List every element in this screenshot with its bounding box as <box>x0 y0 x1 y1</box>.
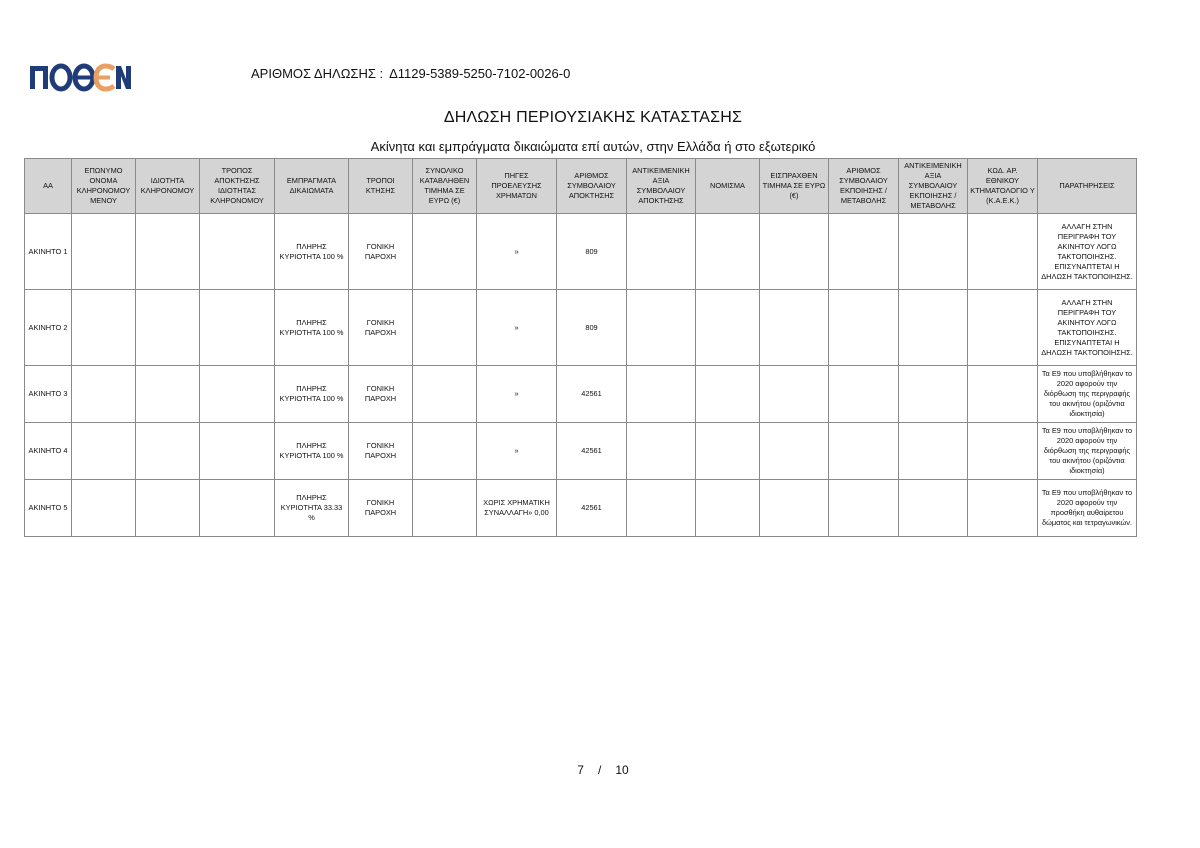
table-cell: » <box>477 366 557 423</box>
table-cell <box>72 366 136 423</box>
table-cell <box>413 366 477 423</box>
column-header: ΑΝΤΙΚΕΙΜΕΝΙΚΗ ΑΞΙΑ ΣΥΜΒΟΛΑΙΟΥ ΑΠΟΚΤΗΣΗΣ <box>627 159 696 214</box>
page-number <box>0 763 1200 777</box>
table-cell: ΓΟΝΙΚΗ ΠΑΡΟΧΗ <box>349 366 413 423</box>
pothen-logo <box>28 62 132 92</box>
table-cell: ΓΟΝΙΚΗ ΠΑΡΟΧΗ <box>349 480 413 537</box>
logo-letter-nu <box>116 66 131 89</box>
table-cell: ΓΟΝΙΚΗ ΠΑΡΟΧΗ <box>349 423 413 480</box>
table-cell: ΑΛΛΑΓΗ ΣΤΗΝ ΠΕΡΙΓΡΑΦΗ ΤΟΥ ΑΚΙΝΗΤΟΥ ΛΟΓΩ ΤΑΚΤΟΠΟΙΗΣΗΣ. ΕΠΙΣΥΝΑΠΤΕΤΑΙ Η ΔΗΛΩΣΗ ΤΑΚΤΟΠΟΙΗΣΗΣ. <box>1038 214 1137 290</box>
table-cell <box>627 214 696 290</box>
table-cell: ΠΛΗΡΗΣ ΚΥΡΙΟΤΗΤΑ 100 % <box>275 423 349 480</box>
table-cell: 809 <box>557 290 627 366</box>
page-separator: / <box>597 763 602 777</box>
table-header-row <box>25 159 1137 214</box>
table-cell <box>829 214 899 290</box>
logo-letter-pi <box>30 66 48 89</box>
column-header: ΑΡΙΘΜΟΣ ΣΥΜΒΟΛΑΙΟΥ ΑΠΟΚΤΗΣΗΣ <box>557 159 627 214</box>
table-cell: » <box>477 214 557 290</box>
table-cell: ΑΚΙΝΗΤΟ 5 <box>25 480 72 537</box>
table-cell: ΠΛΗΡΗΣ ΚΥΡΙΟΤΗΤΑ 100 % <box>275 290 349 366</box>
table-cell <box>627 290 696 366</box>
column-header: ΠΑΡΑΤΗΡΗΣΕΙΣ <box>1038 159 1137 214</box>
table-cell <box>968 366 1038 423</box>
column-header: ΣΥΝΟΛΙΚΟ ΚΑΤΑΒΛΗΘΕΝ ΤΙΜΗΜΑ ΣΕ ΕΥΡΩ (€) <box>413 159 477 214</box>
table-cell <box>136 214 200 290</box>
table-cell <box>760 423 829 480</box>
table-cell <box>72 423 136 480</box>
table-cell <box>696 214 760 290</box>
table-cell <box>899 214 968 290</box>
table-cell: Τα Ε9 που υποβλήθηκαν το 2020 αφορούν την προσθήκη αυθαίρετου δώματος και τετραγωνικών. <box>1038 480 1137 537</box>
table-cell: ΠΛΗΡΗΣ ΚΥΡΙΟΤΗΤΑ 100 % <box>275 366 349 423</box>
column-header: ΙΔΙΟΤΗΤΑ ΚΛΗΡΟΝΟΜΟΥ <box>136 159 200 214</box>
table-row <box>25 480 1137 537</box>
column-header: ΝΟΜΙΣΜΑ <box>696 159 760 214</box>
table-cell <box>627 366 696 423</box>
table-cell <box>72 290 136 366</box>
table-cell <box>413 423 477 480</box>
table-cell: Τα Ε9 που υποβλήθηκαν το 2020 αφορούν την διόρθωση της περιγραφής του ακινήτου (οριζόντια ιδιοκτησία) <box>1038 366 1137 423</box>
total-pages: 10 <box>615 763 629 777</box>
table-cell: 42561 <box>557 423 627 480</box>
table-row <box>25 423 1137 480</box>
table-cell <box>413 214 477 290</box>
table-row <box>25 214 1137 290</box>
table-cell: ΑΚΙΝΗΤΟ 2 <box>25 290 72 366</box>
table-cell <box>760 366 829 423</box>
table-cell: ΓΟΝΙΚΗ ΠΑΡΟΧΗ <box>349 214 413 290</box>
column-header: ΑΡΙΘΜΟΣ ΣΥΜΒΟΛΑΙΟΥ ΕΚΠΟΙΗΣΗΣ /ΜΕΤΑΒΟΛΗΣ <box>829 159 899 214</box>
table-cell <box>696 480 760 537</box>
table-cell <box>627 480 696 537</box>
table-cell <box>968 423 1038 480</box>
table-cell <box>760 480 829 537</box>
table-cell <box>72 214 136 290</box>
table-cell <box>899 366 968 423</box>
table-cell <box>968 480 1038 537</box>
column-header: ΚΩΔ. ΑΡ. ΕΘΝΙΚΟΥ ΚΤΗΜΑΤΟΛΟΓΙΟ Υ (Κ.Α.Ε.Κ.) <box>968 159 1038 214</box>
table-cell <box>200 480 275 537</box>
table-cell: 42561 <box>557 480 627 537</box>
table-cell: 42561 <box>557 366 627 423</box>
declaration-label: ΑΡΙΘΜΟΣ ΔΗΛΩΣΗΣ : <box>251 66 384 81</box>
table-cell: Τα Ε9 που υποβλήθηκαν το 2020 αφορούν την διόρθωση της περιγραφής του ακινήτου (οριζόντια ιδιοκτησία) <box>1038 423 1137 480</box>
column-header: ΕΙΣΠΡΑΧΘΕΝ ΤΙΜΗΜΑ ΣΕ ΕΥΡΩ (€) <box>760 159 829 214</box>
document-title: ΔΗΛΩΣΗ ΠΕΡΙΟΥΣΙΑΚΗΣ ΚΑΤΑΣΤΑΣΗΣ <box>443 109 743 126</box>
table-cell <box>627 423 696 480</box>
table-cell <box>968 290 1038 366</box>
table-cell <box>413 290 477 366</box>
table-cell: ΠΛΗΡΗΣ ΚΥΡΙΟΤΗΤΑ 33.33 % <box>275 480 349 537</box>
table-cell: 809 <box>557 214 627 290</box>
table-cell <box>200 214 275 290</box>
table-row <box>25 366 1137 423</box>
table-cell <box>72 480 136 537</box>
table-cell <box>413 480 477 537</box>
table-cell <box>200 423 275 480</box>
logo-letter-omicron <box>52 66 70 89</box>
table-cell <box>760 290 829 366</box>
column-header: ΕΜΠΡΑΓΜΑΤΑ ΔΙΚΑΙΩΜΑΤΑ <box>275 159 349 214</box>
table-cell <box>136 480 200 537</box>
column-header: ΑΑ <box>25 159 72 214</box>
column-header: ΤΡΟΠΟΙ ΚΤΗΣΗΣ <box>349 159 413 214</box>
table-cell <box>696 423 760 480</box>
table-cell <box>136 290 200 366</box>
table-cell <box>829 366 899 423</box>
table-cell <box>136 366 200 423</box>
table-cell: ΓΟΝΙΚΗ ΠΑΡΟΧΗ <box>349 290 413 366</box>
table-cell: » <box>477 290 557 366</box>
table-cell <box>899 480 968 537</box>
table-cell <box>968 214 1038 290</box>
declaration-number-value: Δ1129-5389-5250-7102-0026-0 <box>389 66 571 81</box>
table-row <box>25 290 1137 366</box>
column-header: ΑΝΤΙΚΕΙΜΕΝΙΚΗ ΑΞΙΑ ΣΥΜΒΟΛΑΙΟΥ ΕΚΠΟΙΗΣΗΣ / ΜΕΤΑΒΟΛΗΣ <box>899 159 968 214</box>
current-page: 7 <box>577 763 584 777</box>
table-cell <box>200 366 275 423</box>
table-cell <box>829 480 899 537</box>
table-cell <box>696 290 760 366</box>
column-header: ΕΠΩΝΥΜΟ ΟΝΟΜΑ ΚΛΗΡΟΝΟΜΟΥ ΜΕΝΟΥ <box>72 159 136 214</box>
table-cell <box>899 290 968 366</box>
table-cell <box>760 214 829 290</box>
table-cell <box>136 423 200 480</box>
table-cell <box>200 290 275 366</box>
table-cell: » <box>477 423 557 480</box>
section-title: Ακίνητα και εμπράγματα δικαιώματα επί αυτών, στην Ελλάδα ή στο εξωτερικό <box>370 139 816 154</box>
table-cell: ΑΚΙΝΗΤΟ 4 <box>25 423 72 480</box>
table-cell <box>696 366 760 423</box>
table-cell: ΑΚΙΝΗΤΟ 1 <box>25 214 72 290</box>
table-cell: ΑΚΙΝΗΤΟ 3 <box>25 366 72 423</box>
table-cell: ΑΛΛΑΓΗ ΣΤΗΝ ΠΕΡΙΓΡΑΦΗ ΤΟΥ ΑΚΙΝΗΤΟΥ ΛΟΓΩ ΤΑΚΤΟΠΟΙΗΣΗΣ. ΕΠΙΣΥΝΑΠΤΕΤΑΙ Η ΔΗΛΩΣΗ ΤΑΚΤΟΠΟΙΗΣΗΣ. <box>1038 290 1137 366</box>
table-cell <box>829 423 899 480</box>
declaration-number <box>251 66 570 81</box>
table-cell: ΧΩΡΙΣ ΧΡΗΜΑΤΙΚΗ ΣΥΝΑΛΛΑΓΗ» 0,00 <box>477 480 557 537</box>
table-cell: ΠΛΗΡΗΣ ΚΥΡΙΟΤΗΤΑ 100 % <box>275 214 349 290</box>
column-header: ΠΗΓΕΣ ΠΡΟΕΛΕΥΣΗΣ ΧΡΗΜΑΤΩΝ <box>477 159 557 214</box>
table-cell <box>899 423 968 480</box>
real-estate-table <box>24 158 1137 537</box>
column-header: ΤΡΟΠΟΣ ΑΠΟΚΤΗΣΗΣ ΙΔΙΟΤΗΤΑΣ ΚΛΗΡΟΝΟΜΟΥ <box>200 159 275 214</box>
table-cell <box>829 290 899 366</box>
